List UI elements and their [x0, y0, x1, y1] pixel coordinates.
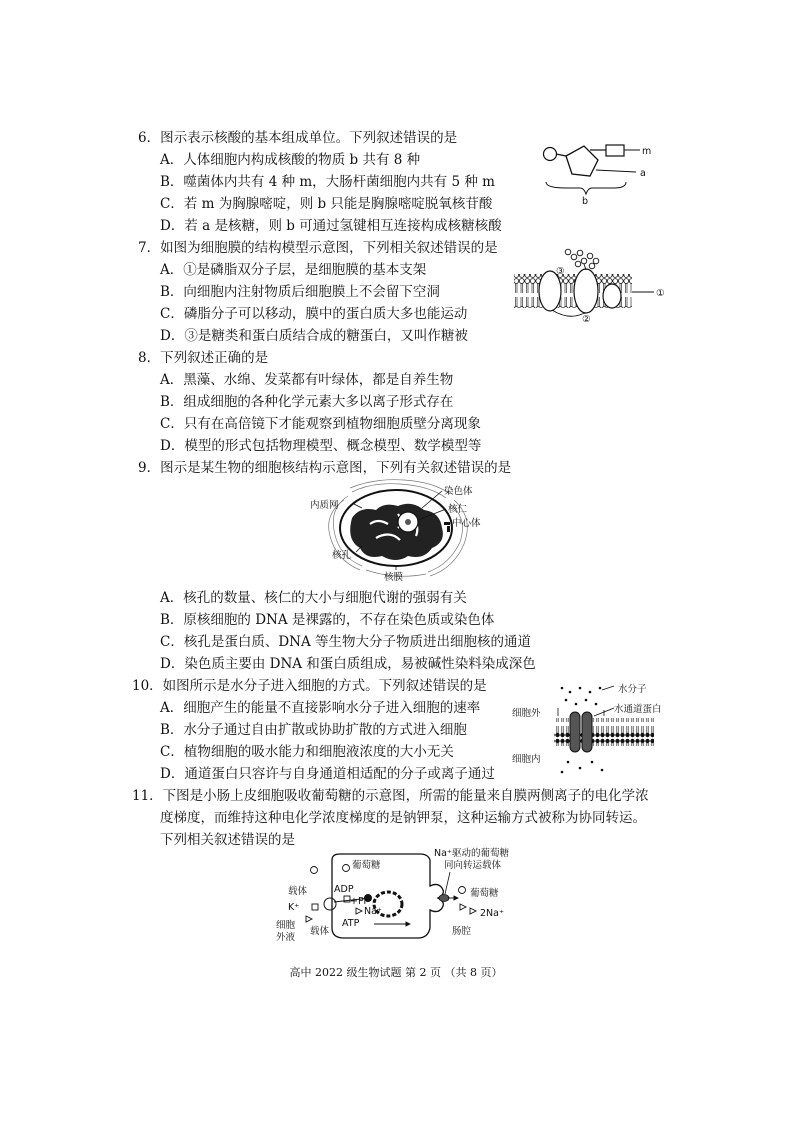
q11-label-na: Na⁺ — [364, 906, 382, 917]
q11-label-atp: ATP — [342, 918, 360, 929]
q9-option-a: A．核孔的数量、核仁的大小与细胞代谢的强弱有关 — [160, 590, 467, 606]
q8-stem: 8．下列叙述正确的是 — [138, 350, 269, 366]
q8-option-d: D．模型的形式包括物理模型、概念模型、数学模型等 — [160, 438, 482, 454]
q11-label-glucose-top: 葡萄糖 — [352, 860, 381, 871]
q8-option-a: A．黑藻、水绵、发菜都有叶绿体，都是自养生物 — [160, 372, 454, 388]
q11-label-pi: +Pi — [350, 896, 367, 907]
q11-label-glucose-right: 葡萄糖 — [470, 888, 499, 899]
q7-option-d: D．③是糖类和蛋白质结合成的糖蛋白，又叫作糖被 — [160, 328, 468, 344]
q7-membrane-figure — [508, 244, 684, 324]
q6-option-d: D．若 a 是核糖，则 b 可通过氢键相互连接构成核糖核酸 — [160, 218, 502, 234]
q11-label-lumen: 肠腔 — [452, 926, 472, 937]
q11-label-carrier-top: 载体 — [288, 886, 308, 897]
q9-label-pore: 核孔 — [332, 550, 352, 561]
q10-label-outside: 细胞外 — [512, 708, 541, 719]
q8-option-c: C．只有在高倍镜下才能观察到植物细胞质壁分离现象 — [160, 416, 481, 432]
q7-label-2: ② — [582, 314, 591, 324]
q6-nucleotide-figure — [536, 136, 666, 210]
q7-option-b: B．向细胞内注射物质后细胞膜上不会留下空洞 — [160, 284, 440, 300]
q7-stem: 7．如图为细胞膜的结构模型示意图，下列相关叙述错误的是 — [138, 240, 498, 256]
q9-option-c: C．核孔是蛋白质、DNA 等生物大分子物质进出细胞核的通道 — [160, 634, 532, 650]
q6-option-a: A．人体细胞内构成核酸的物质 b 共有 8 种 — [160, 152, 421, 168]
q11-stem-line-3: 下列相关叙述错误的是 — [160, 832, 295, 848]
q9-option-d: D．染色质主要由 DNA 和蛋白质组成，易被碱性染料染成深色 — [160, 656, 536, 672]
q9-stem: 9．图示是某生物的细胞核结构示意图，下列有关叙述错误的是 — [138, 460, 512, 476]
q9-nucleus-figure — [300, 478, 520, 584]
q6-label-b: b — [582, 196, 589, 207]
q9-label-chromosome: 染色体 — [444, 486, 473, 497]
q11-label-2na: 2Na⁺ — [480, 908, 504, 919]
q10-water-channel-figure — [510, 682, 696, 776]
q9-label-centrosome: 中心体 — [452, 518, 481, 529]
q10-label-inside: 细胞内 — [512, 754, 541, 765]
q11-stem-line-2: 度梯度，而维持这种电化学浓度梯度的是钠钾泵，这种运输方式被称为协同转运。 — [160, 810, 646, 826]
q9-option-b: B．原核细胞的 DNA 是裸露的，不存在染色质或染色体 — [160, 612, 495, 628]
q10-stem: 10．如图所示是水分子进入细胞的方式。下列叙述错误的是 — [132, 678, 487, 694]
q6-label-a: a — [640, 168, 646, 179]
q11-label-ecf-2: 外液 — [276, 932, 296, 943]
q7-option-a: A．①是磷脂双分子层，是细胞膜的基本支架 — [160, 262, 427, 278]
q10-label-water: 水分子 — [618, 684, 647, 695]
q9-label-nucleolus: 核仁 — [448, 504, 468, 515]
q11-stem-line-1: 11．下图是小肠上皮细胞吸收葡萄糖的示意图，所需的能量来自膜两侧离子的电化学浓 — [132, 788, 649, 804]
q6-stem: 6．图示表示核酸的基本组成单位。下列叙述错误的是 — [138, 130, 458, 146]
q11-label-ecf-1: 细胞 — [276, 920, 296, 931]
q10-option-a: A．细胞产生的能量不直接影响水分子进入细胞的速率 — [160, 700, 481, 716]
q6-option-c: C．若 m 为胸腺嘧啶，则 b 只能是胸腺嘧啶脱氧核苷酸 — [160, 196, 493, 212]
q11-label-adp: ADP — [334, 884, 354, 895]
q11-label-k: K⁺ — [288, 902, 300, 913]
q10-option-b: B．水分子通过自由扩散或协助扩散的方式进入细胞 — [160, 722, 467, 738]
q10-label-channel: 水通道蛋白 — [614, 704, 662, 715]
q9-label-er: 内质网 — [310, 500, 339, 511]
q11-intestine-cell-figure — [270, 846, 530, 950]
q11-label-na-carrier-2: 同向转运载体 — [444, 860, 502, 871]
q10-option-d: D．通道蛋白只容许与自身通道相适配的分子或离子通过 — [160, 766, 495, 782]
q11-label-carrier-bottom: 载体 — [310, 926, 330, 937]
q10-option-c: C．植物细胞的吸水能力和细胞液浓度的大小无关 — [160, 744, 454, 760]
q6-label-m: m — [642, 146, 652, 157]
q8-option-b: B．组成细胞的各种化学元素大多以离子形式存在 — [160, 394, 454, 410]
page-footer: 高中 2022 级生物试题 第 2 页 （共 8 页） — [289, 966, 503, 979]
q7-label-1: ① — [656, 288, 665, 299]
q7-label-3: ③ — [556, 266, 565, 277]
q9-label-envelope: 核膜 — [384, 572, 404, 583]
q6-option-b: B．噬菌体内共有 4 种 m，大肠杆菌细胞内共有 5 种 m — [160, 174, 495, 190]
q7-option-c: C．磷脂分子可以移动，膜中的蛋白质大多也能运动 — [160, 306, 468, 322]
q11-label-na-carrier-1: Na⁺驱动的葡萄糖 — [434, 848, 509, 859]
